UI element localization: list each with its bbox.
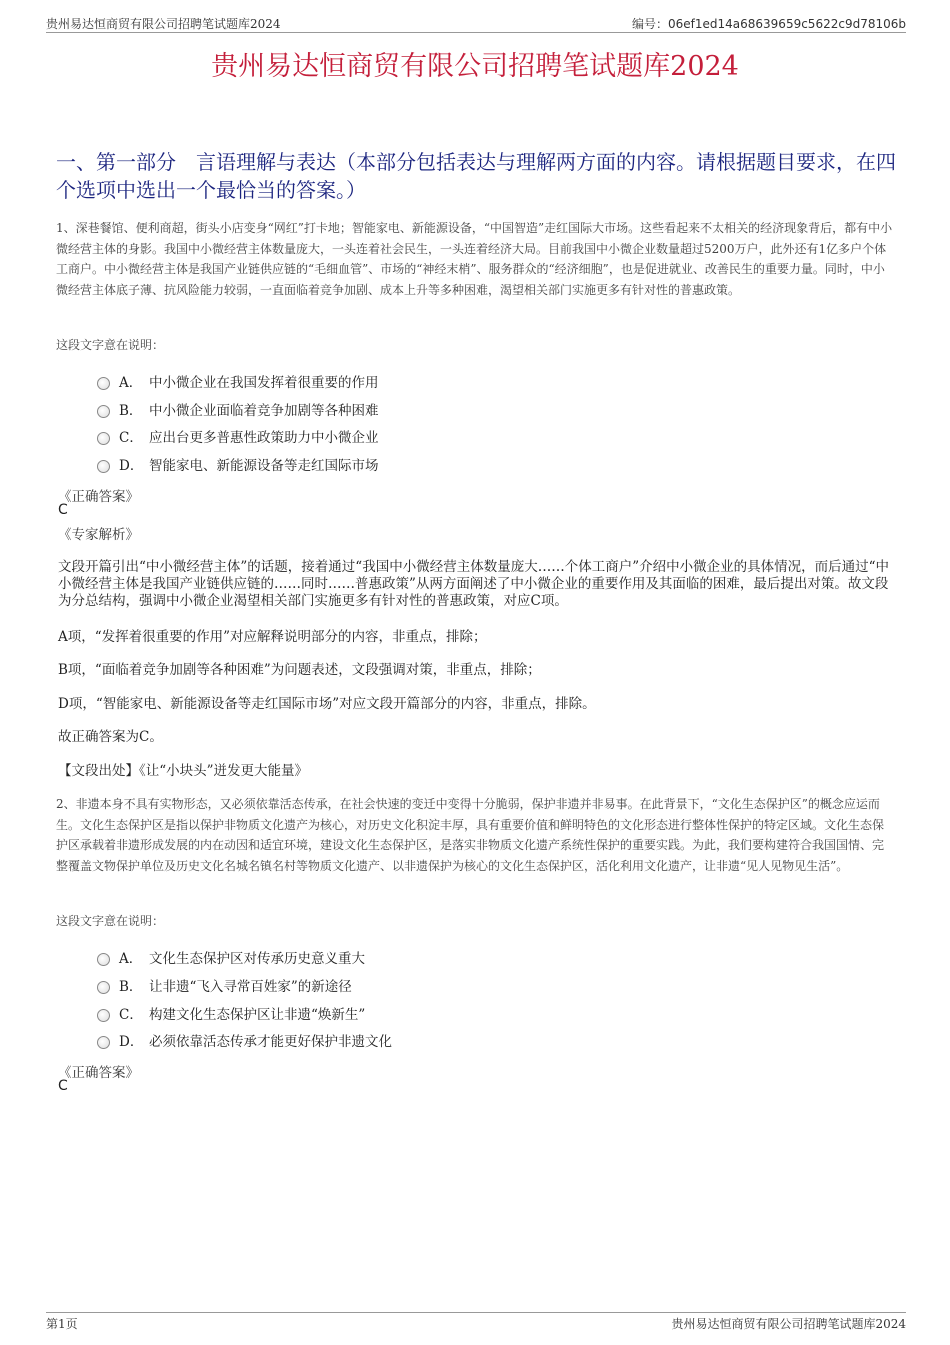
header-title: 贵州易达恒商贸有限公司招聘笔试题库2024 — [46, 17, 281, 31]
option-text: 让非遗“飞入寻常百姓家”的新途径 — [149, 979, 352, 995]
q2-option-a[interactable] — [97, 947, 365, 967]
page-footer — [46, 1312, 906, 1331]
document-title: 贵州易达恒商贸有限公司招聘笔试题库2024 — [211, 51, 739, 82]
q2-answer-label: 《正确答案》 — [58, 1065, 139, 1081]
q1-source: 【文段出处】《让“小块头”迸发更大能量》 — [58, 763, 309, 779]
q1-note-b: B项，“面临着竞争加剧等各种困难”为问题表述，文段强调对策，非重点，排除； — [58, 662, 541, 678]
option-letter: C． — [119, 430, 143, 446]
option-letter: B． — [119, 403, 143, 419]
section-title: 一、第一部分 言语理解与表达（本部分包括表达与理解两方面的内容。请根据题目要求，在四个选项中选出一个最恰当的答案。） — [56, 150, 896, 202]
q1-conclusion: 故正确答案为C。 — [58, 729, 163, 745]
q2-option-d[interactable] — [97, 1030, 392, 1050]
q2-answer: C — [58, 1078, 68, 1094]
option-letter: A． — [119, 951, 143, 967]
option-text: 中小微企业在我国发挥着很重要的作用 — [149, 375, 379, 391]
header-code: 编号：06ef1ed14a68639659c5622c9d78106b — [632, 17, 906, 31]
option-text: 构建文化生态保护区让非遗“焕新生” — [149, 1007, 366, 1023]
question-1-text: 1、深巷餐馆、便利商超，街头小店变身“网红”打卡地；智能家电、新能源设备，“中国智造”走红国际大市场。这些看起来不太相关的经济现象背后，都有中小微经营主体的身影。我国中小微经营主体数量庞大，一头连着社会民生，一头连着经济大局。目前我国中小微企业数量超过5200万户，此外还有1亿多户个体工商户。中小微经营主体是我国产业链供应链的“毛细血管”、市场的“神经末梢”、服务群众的“经济细胞”，也是促进就业、改善民生的重要力量。同时，中小微经营主体底子薄、抗风险能力较弱，一直面临着竞争加剧、成本上升等多种困难，渴望相关部门实施更多有针对性的普惠政策。 — [56, 221, 893, 297]
radio-icon[interactable] — [97, 981, 110, 994]
option-text: 中小微企业面临着竞争加剧等各种困难 — [149, 403, 379, 419]
q2-option-b[interactable] — [97, 975, 352, 995]
option-text: 应出台更多普惠性政策助力中小微企业 — [149, 430, 379, 446]
radio-icon[interactable] — [97, 1009, 110, 1022]
option-letter: A． — [119, 375, 143, 391]
option-text: 必须依靠活态传承才能更好保护非遗文化 — [149, 1034, 392, 1050]
question-2-prompt: 这段文字意在说明： — [56, 914, 165, 928]
question-2-text: 2、非遗本身不具有实物形态，又必须依靠活态传承，在社会快速的变迁中变得十分脆弱，保护非遗并非易事。在此背景下，“文化生态保护区”的概念应运而生。文化生态保护区是指以保护非物质文化遗产为核心，对历史文化积淀丰厚，具有重要价值和鲜明特色的文化形态进行整体性保护的特定区域。文化生态保护区承载着非遗形成发展的内在动因和适宜环境，建设文化生态保护区，是落实非物质文化遗产系统性保护的重要实践。为此，我们要构建符合我国国情、完整覆盖文物保护单位及历史文化名城名镇名村等物质文化遗产、以非遗保护为核心的文化生态保护区，活化利用文化遗产，让非遗“见人见物见生活”。 — [56, 797, 885, 873]
page-number: 第1页 — [46, 1317, 78, 1331]
footer-title: 贵州易达恒商贸有限公司招聘笔试题库2024 — [671, 1317, 906, 1331]
q1-note-d: D项，“智能家电、新能源设备等走红国际市场”对应文段开篇部分的内容，非重点，排除。 — [58, 696, 596, 712]
option-letter: D． — [119, 458, 144, 474]
option-letter: D． — [119, 1034, 144, 1050]
radio-icon[interactable] — [97, 953, 110, 966]
q1-option-d[interactable] — [97, 454, 379, 474]
option-letter: B． — [119, 979, 143, 995]
q1-answer-label: 《正确答案》 — [58, 489, 139, 505]
q1-analysis: 文段开篇引出“中小微经营主体”的话题，接着通过“我国中小微经营主体数量庞大……个体工商户”介绍中小微企业的具体情况，而后通过“中小微经营主体是我国产业链供应链的……同时……普惠政策”从两方面阐述了中小微企业的重要作用及其面临的困难，最后提出对策。故文段为分总结构，强调中小微企业渴望相关部门实施更多有针对性的普惠政策，对应C项。 — [58, 559, 890, 609]
q1-analysis-label: 《专家解析》 — [58, 527, 139, 543]
question-1-prompt: 这段文字意在说明： — [56, 338, 165, 352]
q1-answer: C — [58, 502, 68, 518]
option-text: 智能家电、新能源设备等走红国际市场 — [149, 458, 379, 474]
radio-icon[interactable] — [97, 432, 110, 445]
radio-icon[interactable] — [97, 460, 110, 473]
q1-option-b[interactable] — [97, 399, 379, 419]
radio-icon[interactable] — [97, 377, 110, 390]
q2-option-c[interactable] — [97, 1003, 365, 1023]
page-header — [46, 14, 906, 33]
q1-note-a: A项，“发挥着很重要的作用”对应解释说明部分的内容，非重点，排除； — [58, 629, 487, 645]
radio-icon[interactable] — [97, 405, 110, 418]
q1-option-a[interactable] — [97, 371, 379, 391]
option-text: 文化生态保护区对传承历史意义重大 — [149, 951, 365, 967]
q1-option-c[interactable] — [97, 426, 379, 446]
radio-icon[interactable] — [97, 1036, 110, 1049]
option-letter: C． — [119, 1007, 143, 1023]
